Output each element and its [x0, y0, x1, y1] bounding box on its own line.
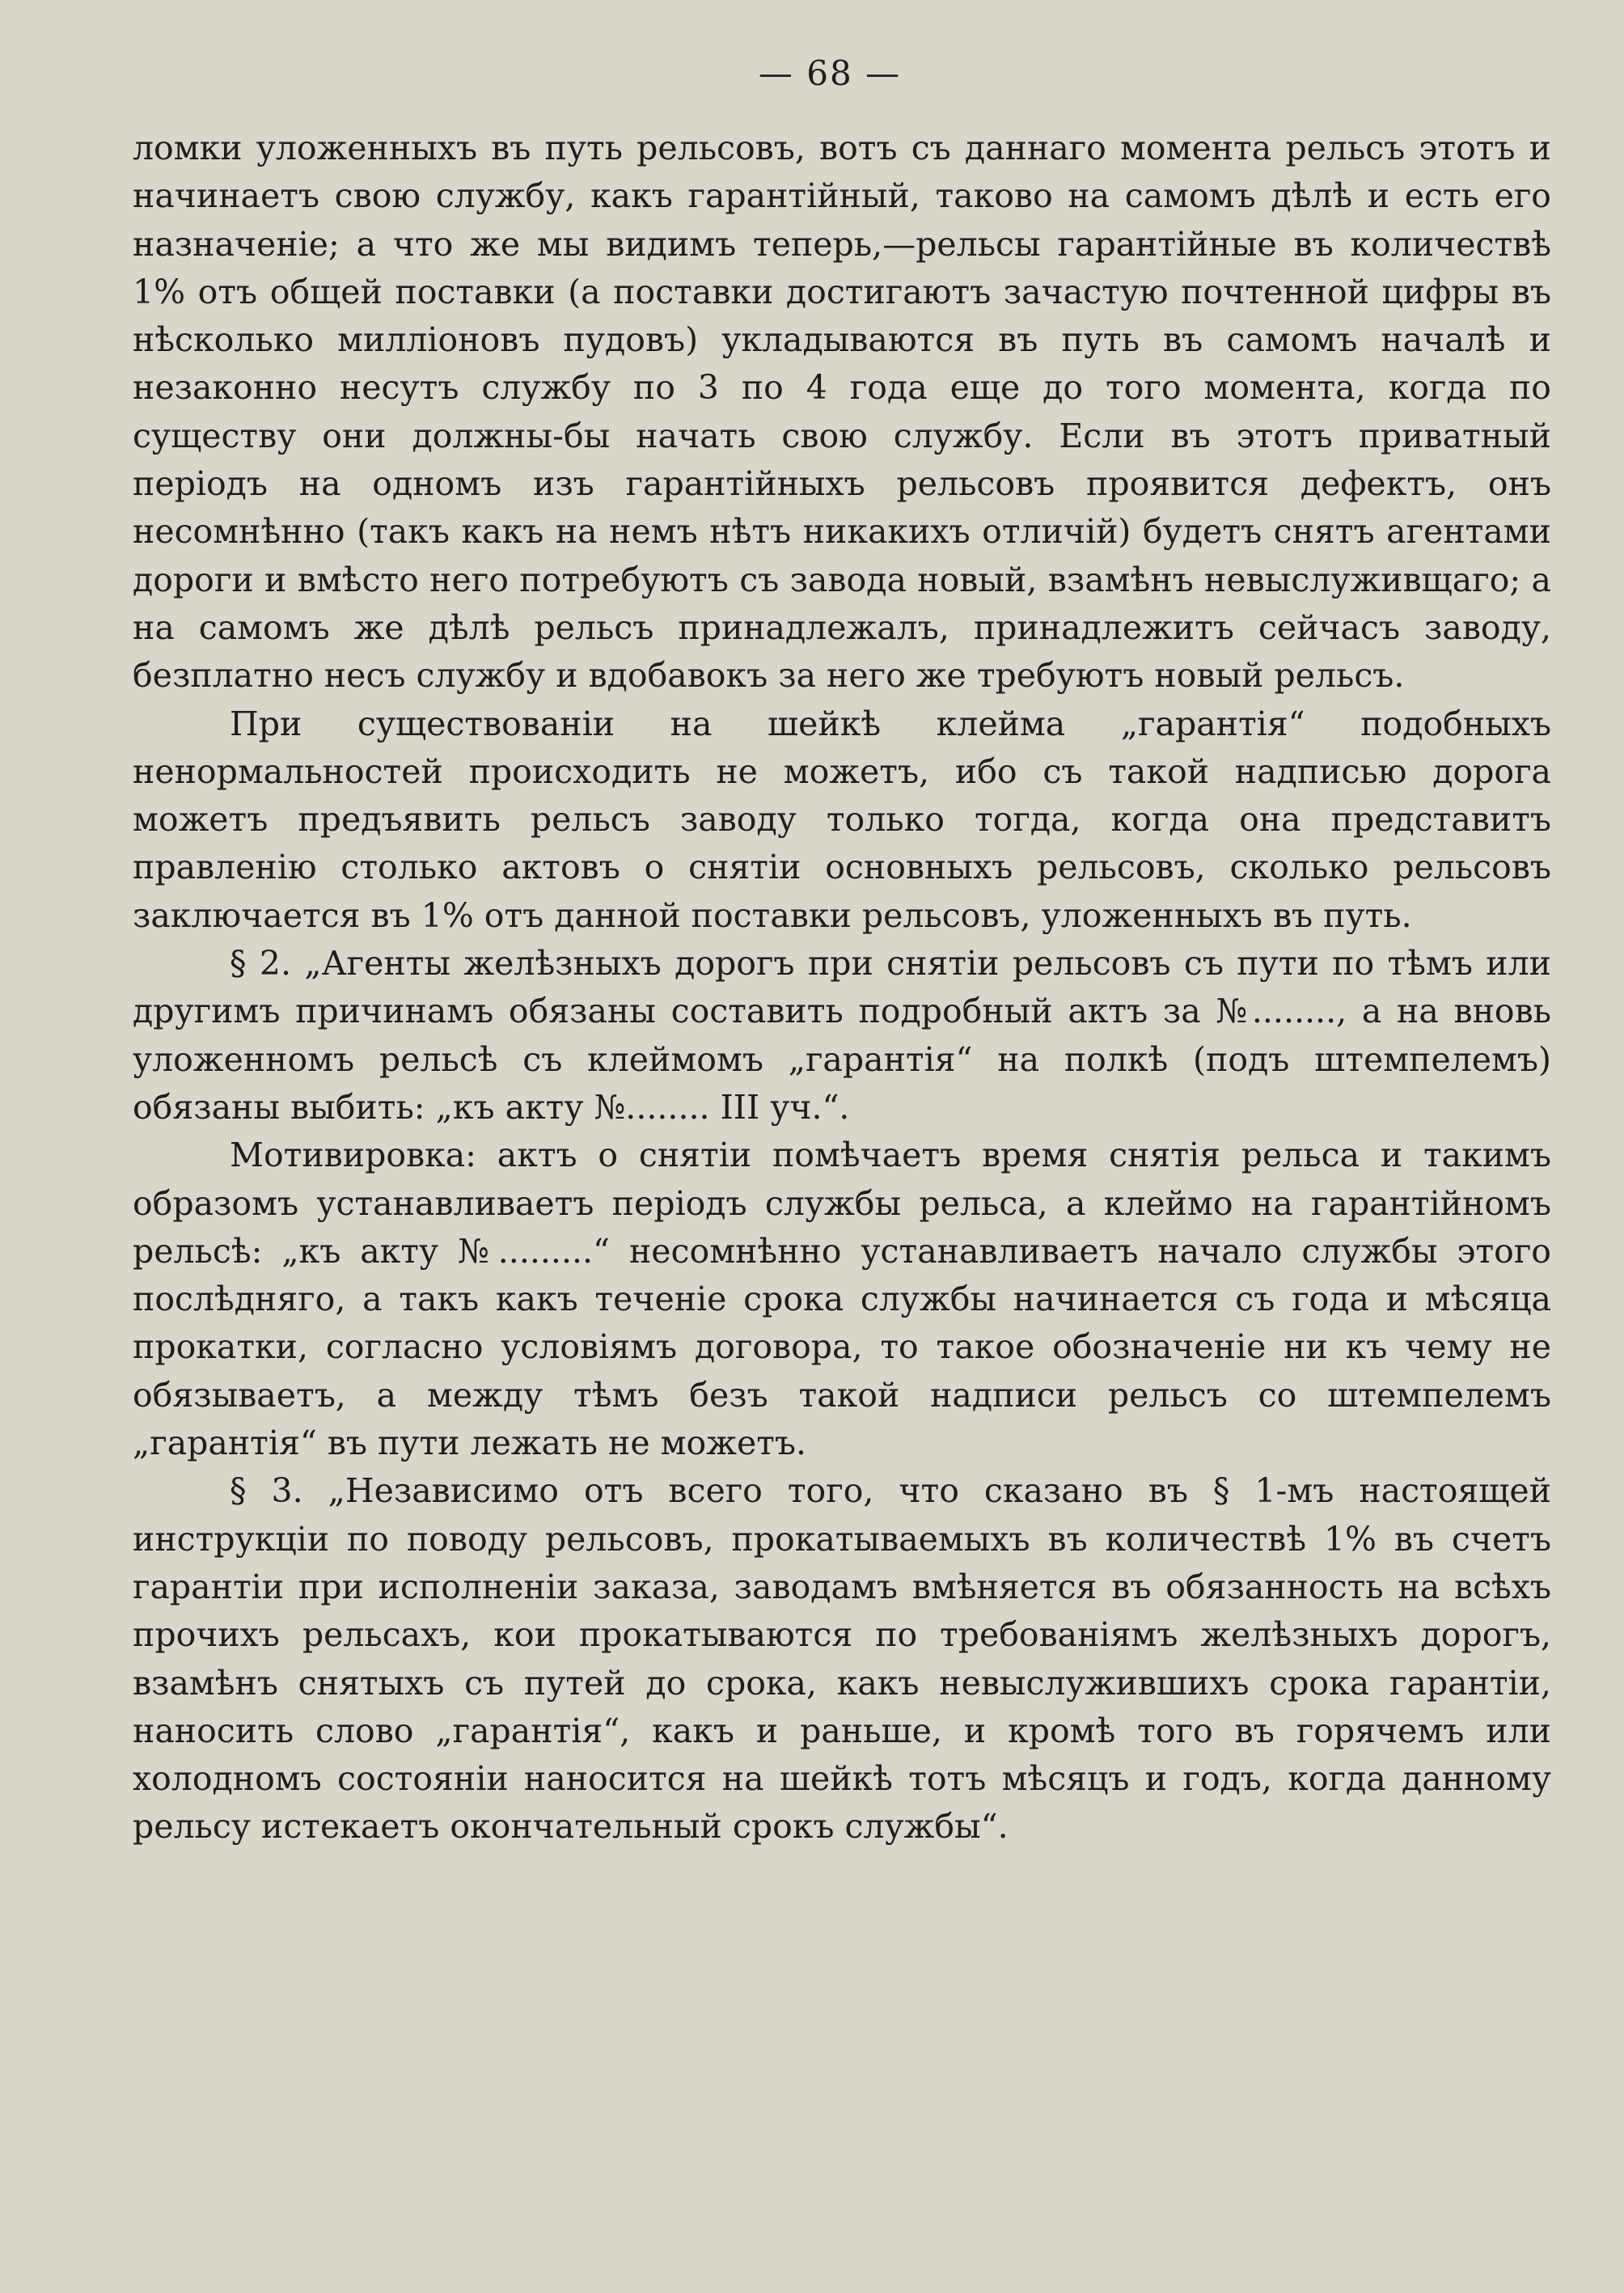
paragraph-garantia-stamp: При существованiи на шейкѣ клейма „гарантiя“ подобныхъ ненормальностей происходить не можетъ, ибо съ такой надписью дорога можетъ предъявить рельсъ заводу только тогда, когда она представитъ правленiю столько актовъ о снятiи основныхъ рельсовъ, сколько рельсовъ заключается въ 1% отъ данной поставки рельсовъ, уложенныхъ въ путь.	[133, 704, 1551, 935]
paragraph-section-2: § 2. „Агенты желѣзныхъ дорогъ при снятiи рельсовъ съ пути по тѣмъ или другимъ причинамъ обязаны составить подробный актъ за №........, а на вновь уложенномъ рельсѣ съ клеймомъ „гарантiя“ на полкѣ (подъ штемпелемъ) обязаны выбить: „къ акту №........ III уч.“.	[133, 944, 1551, 1127]
paragraph-continuation: ломки уложенныхъ въ путь рельсовъ, вотъ съ даннаго момента рельсъ этотъ и начинаетъ свою службу, какъ гарантiйный, таково на самомъ дѣлѣ и есть его назначенiе; а что же мы видимъ теперь,—рельсы гарантiйные въ количествѣ 1% отъ общей поставки (а поставки достигаютъ зачастую почтенной цифры въ нѣсколько миллiоновъ пудовъ) укладываются въ путь въ самомъ началѣ и незаконно несутъ службу по 3 по 4 года еще до того момента, когда по существу они должны-бы начать свою службу. Если въ этотъ приватный перiодъ на одномъ изъ гарантiйныхъ рельсовъ проявится дефектъ, онъ несомнѣнно (такъ какъ на немъ нѣтъ никакихъ отличiй) будетъ снятъ агентами дороги и вмѣсто него потребуютъ съ завода новый, взамѣнъ невыслуживщаго; а на самомъ же дѣлѣ рельсъ принадлежалъ, принадлежитъ сейчасъ заводу, безплатно несъ службу и вдобавокъ за него же требуютъ новый рельсъ.	[133, 129, 1551, 696]
paragraph-motivation: Мотивировка: актъ о снятiи помѣчаетъ время снятiя рельса и такимъ образомъ устанавливаетъ перiодъ службы рельса, а клеймо на гарантiйномъ рельсѣ: „къ акту №.........“ несомнѣнно устанавливаетъ начало службы этого послѣдняго, а такъ какъ теченiе срока службы начинается съ года и мѣсяца прокатки, согласно условiямъ договора, то такое обозначенiе ни къ чему не обязываетъ, а между тѣмъ безъ такой надписи рельсъ со штемпелемъ „гарантiя“ въ пути лежать не можетъ.	[133, 1136, 1551, 1463]
body-text	[133, 125, 1551, 1851]
page-number: — 68 —	[758, 53, 902, 93]
paragraph-section-3: § 3. „Независимо отъ всего того, что сказано въ § 1-мъ настоящей инструкцiи по поводу рельсовъ, прокатываемыхъ въ количествѣ 1% въ счетъ гарантiи при исполненiи заказа, заводамъ вмѣняется въ обязанность на всѣхъ прочихъ рельсахъ, кои прокатываются по требованiямъ желѣзныхъ дорогъ, взамѣнъ снятыхъ съ путей до срока, какъ невыслужившихъ срока гарантiи, наносить слово „гарантiя“, какъ и раньше, и кромѣ того въ горячемъ или холодномъ состоянiи наносится на шейкѣ тотъ мѣсяцъ и годъ, когда данному рельсу истекаетъ окончательный срокъ службы“.	[133, 1471, 1551, 1847]
